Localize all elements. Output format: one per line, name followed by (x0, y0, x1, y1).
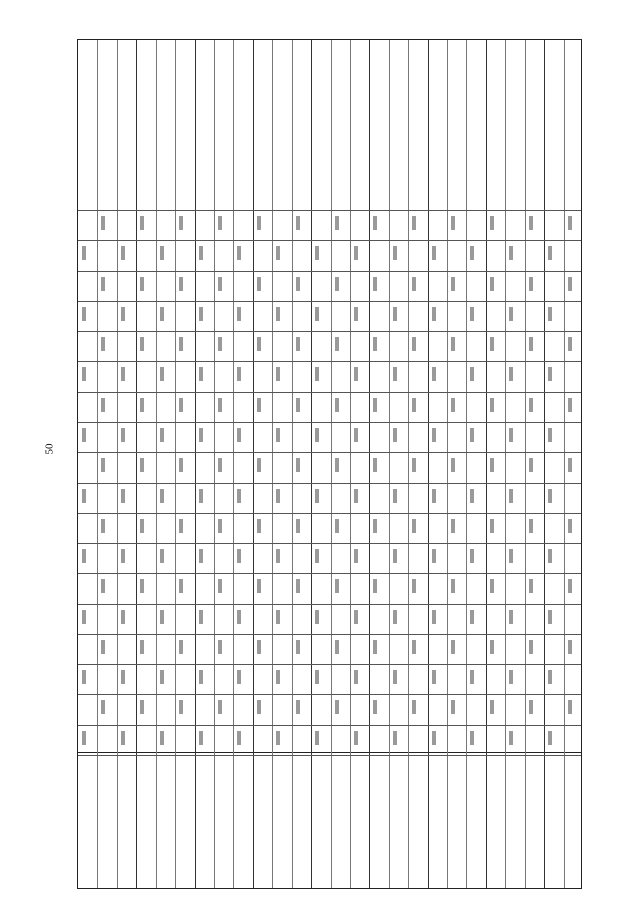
table-cell-mark (121, 367, 125, 381)
table-cell-mark (335, 277, 339, 291)
table-cell-mark (315, 489, 319, 503)
table-cell-mark (548, 428, 552, 442)
table-cell-mark (354, 489, 358, 503)
table-cell-mark (237, 731, 241, 745)
table-column-rule (136, 40, 137, 888)
table-cell-mark (490, 700, 494, 714)
table-column-rule (175, 40, 176, 888)
table-column-rule (525, 40, 526, 888)
table-row-rule (78, 573, 581, 574)
table-cell-mark (354, 246, 358, 260)
table-cell-mark (432, 246, 436, 260)
table-cell-mark (199, 246, 203, 260)
table-cell-mark (432, 670, 436, 684)
table-cell-mark (548, 246, 552, 260)
table-cell-mark (509, 307, 513, 321)
table-cell-mark (101, 579, 105, 593)
table-cell-mark (315, 246, 319, 260)
table-cell-mark (101, 458, 105, 472)
table-cell-mark (160, 307, 164, 321)
table-cell-mark (548, 489, 552, 503)
table-cell-mark (296, 216, 300, 230)
table-cell-mark (218, 458, 222, 472)
table-cell-mark (335, 700, 339, 714)
table-cell-mark (179, 579, 183, 593)
table-cell-mark (470, 670, 474, 684)
table-cell-mark (218, 640, 222, 654)
table-cell-mark (276, 670, 280, 684)
table-cell-mark (393, 549, 397, 563)
table-cell-mark (568, 216, 572, 230)
table-cell-mark (199, 610, 203, 624)
table-cell-mark (470, 549, 474, 563)
table-column-rule (408, 40, 409, 888)
table-cell-mark (218, 398, 222, 412)
table-cell-mark (412, 640, 416, 654)
table-column-rule (486, 40, 487, 888)
table-cell-mark (373, 216, 377, 230)
table-cell-mark (315, 670, 319, 684)
table-cell-mark (568, 337, 572, 351)
table-cell-mark (315, 731, 319, 745)
table-cell-mark (257, 458, 261, 472)
table-cell-mark (490, 640, 494, 654)
table-cell-mark (121, 246, 125, 260)
table-cell-mark (451, 277, 455, 291)
table-cell-mark (509, 489, 513, 503)
table-cell-mark (529, 277, 533, 291)
table-column-rule (292, 40, 293, 888)
table-row-rule (78, 513, 581, 514)
table-column-rule (369, 40, 370, 888)
table-cell-mark (218, 277, 222, 291)
table-cell-mark (393, 489, 397, 503)
table-cell-mark (140, 337, 144, 351)
table-cell-mark (432, 428, 436, 442)
table-cell-mark (218, 216, 222, 230)
table-cell-mark (335, 640, 339, 654)
table-cell-mark (199, 549, 203, 563)
table-cell-mark (218, 700, 222, 714)
table-cell-mark (276, 367, 280, 381)
table-cell-mark (237, 428, 241, 442)
table-cell-mark (179, 277, 183, 291)
table-row-rule (78, 483, 581, 484)
table-cell-mark (218, 579, 222, 593)
table-cell-mark (373, 579, 377, 593)
table-cell-mark (490, 398, 494, 412)
table-cell-mark (276, 610, 280, 624)
table-cell-mark (354, 610, 358, 624)
table-column-rule (272, 40, 273, 888)
table-cell-mark (237, 246, 241, 260)
table-cell-mark (276, 428, 280, 442)
table-cell-mark (373, 458, 377, 472)
table-cell-mark (179, 398, 183, 412)
table-cell-mark (432, 731, 436, 745)
table-cell-mark (179, 640, 183, 654)
table-row-rule (78, 634, 581, 635)
table-cell-mark (529, 579, 533, 593)
table-cell-mark (296, 398, 300, 412)
table-cell-mark (199, 428, 203, 442)
table-cell-mark (412, 337, 416, 351)
table-cell-mark (568, 398, 572, 412)
table-cell-mark (179, 458, 183, 472)
table-cell-mark (121, 610, 125, 624)
table-cell-mark (490, 216, 494, 230)
table-cell-mark (412, 398, 416, 412)
table-cell-mark (237, 610, 241, 624)
table-cell-mark (548, 610, 552, 624)
table-cell-mark (257, 216, 261, 230)
table-cell-mark (529, 519, 533, 533)
table-column-rule (311, 40, 312, 888)
table-cell-mark (373, 519, 377, 533)
table-cell-mark (470, 489, 474, 503)
table-cell-mark (548, 549, 552, 563)
table-cell-mark (218, 337, 222, 351)
table-cell-mark (412, 458, 416, 472)
table-cell-mark (237, 549, 241, 563)
table-cell-mark (490, 277, 494, 291)
table-cell-mark (354, 549, 358, 563)
table-cell-mark (199, 489, 203, 503)
table-cell-mark (529, 398, 533, 412)
table-cell-mark (179, 216, 183, 230)
table-cell-mark (160, 610, 164, 624)
table-cell-mark (140, 579, 144, 593)
table-cell-mark (490, 579, 494, 593)
table-cell-mark (432, 367, 436, 381)
table-row-rule (78, 240, 581, 241)
table-cell-mark (451, 216, 455, 230)
table-cell-mark (393, 428, 397, 442)
table-row-rule (78, 452, 581, 453)
table-row-rule (78, 755, 581, 756)
table-cell-mark (179, 519, 183, 533)
table-cell-mark (412, 579, 416, 593)
table-cell-mark (335, 398, 339, 412)
table-cell-mark (470, 610, 474, 624)
table-column-rule (214, 40, 215, 888)
table-cell-mark (257, 337, 261, 351)
table-cell-mark (296, 700, 300, 714)
table-cell-mark (354, 307, 358, 321)
table-column-rule (97, 40, 98, 888)
table-cell-mark (529, 337, 533, 351)
table-cell-mark (199, 670, 203, 684)
table-cell-mark (568, 277, 572, 291)
table-cell-mark (548, 307, 552, 321)
table-cell-mark (257, 398, 261, 412)
table-cell-mark (101, 700, 105, 714)
table-cell-mark (335, 519, 339, 533)
table-cell-mark (296, 277, 300, 291)
table-column-rule (233, 40, 234, 888)
table-cell-mark (354, 428, 358, 442)
table-cell-mark (160, 549, 164, 563)
table-cell-mark (432, 489, 436, 503)
table-cell-mark (82, 670, 86, 684)
table-cell-mark (82, 549, 86, 563)
table-cell-mark (199, 307, 203, 321)
table-cell-mark (276, 246, 280, 260)
table-cell-mark (509, 670, 513, 684)
table-column-rule (505, 40, 506, 888)
table-cell-mark (393, 307, 397, 321)
table-cell-mark (451, 337, 455, 351)
table-cell-mark (412, 700, 416, 714)
table-cell-mark (140, 398, 144, 412)
table-cell-mark (509, 246, 513, 260)
table-cell-mark (237, 307, 241, 321)
table-row-rule (78, 392, 581, 393)
table-cell-mark (82, 610, 86, 624)
table-column-rule (564, 40, 565, 888)
table-cell-mark (160, 428, 164, 442)
table-cell-mark (509, 367, 513, 381)
table-cell-mark (470, 246, 474, 260)
table-cell-mark (160, 367, 164, 381)
table-cell-mark (315, 307, 319, 321)
table-cell-mark (354, 670, 358, 684)
table-cell-mark (101, 216, 105, 230)
table-cell-mark (82, 246, 86, 260)
table-cell-mark (276, 489, 280, 503)
table-cell-mark (315, 549, 319, 563)
table-column-rule (466, 40, 467, 888)
table-cell-mark (568, 579, 572, 593)
table-column-rule (389, 40, 390, 888)
table-cell-mark (393, 367, 397, 381)
table-cell-mark (121, 489, 125, 503)
table-row-rule (78, 694, 581, 695)
page-number: 50 (43, 443, 56, 455)
table-cell-mark (432, 610, 436, 624)
table-cell-mark (140, 458, 144, 472)
table-row-rule (78, 331, 581, 332)
table-cell-mark (121, 428, 125, 442)
table-row-rule (78, 301, 581, 302)
table-row-rule (78, 422, 581, 423)
table-cell-mark (470, 731, 474, 745)
table-cell-mark (393, 670, 397, 684)
table-cell-mark (529, 640, 533, 654)
table-column-rule (331, 40, 332, 888)
table-cell-mark (373, 277, 377, 291)
table-cell-mark (199, 367, 203, 381)
table-cell-mark (140, 700, 144, 714)
table-cell-mark (548, 670, 552, 684)
table-cell-mark (121, 731, 125, 745)
table-cell-mark (121, 670, 125, 684)
table-cell-mark (121, 307, 125, 321)
table-column-rule (544, 40, 545, 888)
table-cell-mark (568, 519, 572, 533)
table-cell-mark (257, 640, 261, 654)
table-cell-mark (568, 458, 572, 472)
table-cell-mark (432, 549, 436, 563)
table-cell-mark (121, 549, 125, 563)
table-cell-mark (257, 277, 261, 291)
table-column-rule (195, 40, 196, 888)
table-cell-mark (140, 519, 144, 533)
table-cell-mark (354, 731, 358, 745)
table-cell-mark (101, 519, 105, 533)
table-cell-mark (568, 700, 572, 714)
table-cell-mark (160, 246, 164, 260)
table-column-rule (350, 40, 351, 888)
table-cell-mark (335, 216, 339, 230)
table-cell-mark (373, 398, 377, 412)
table-cell-mark (529, 216, 533, 230)
table-cell-mark (296, 458, 300, 472)
table-cell-mark (82, 367, 86, 381)
table-cell-mark (237, 367, 241, 381)
table-cell-mark (509, 610, 513, 624)
table-cell-mark (315, 367, 319, 381)
table-cell-mark (490, 519, 494, 533)
table-cell-mark (529, 700, 533, 714)
table-cell-mark (160, 489, 164, 503)
table-row-rule (78, 210, 581, 211)
table-cell-mark (509, 731, 513, 745)
table-cell-mark (296, 337, 300, 351)
table-cell-mark (451, 519, 455, 533)
table-cell-mark (257, 519, 261, 533)
table-cell-mark (237, 489, 241, 503)
table-row-rule (78, 271, 581, 272)
table-column-rule (428, 40, 429, 888)
table-cell-mark (509, 428, 513, 442)
table-cell-mark (140, 216, 144, 230)
table-cell-mark (315, 610, 319, 624)
table-cell-mark (335, 579, 339, 593)
table-cell-mark (257, 579, 261, 593)
table-cell-mark (82, 489, 86, 503)
table-cell-mark (548, 367, 552, 381)
table-cell-mark (179, 700, 183, 714)
table-cell-mark (451, 579, 455, 593)
table-column-rule (447, 40, 448, 888)
table-cell-mark (373, 640, 377, 654)
table-cell-mark (296, 579, 300, 593)
table-cell-mark (432, 307, 436, 321)
table-cell-mark (451, 458, 455, 472)
table-cell-mark (82, 428, 86, 442)
table-cell-mark (470, 307, 474, 321)
table-cell-mark (412, 519, 416, 533)
table-cell-mark (101, 337, 105, 351)
table-cell-mark (412, 277, 416, 291)
table-row-rule (78, 725, 581, 726)
table-cell-mark (101, 277, 105, 291)
table-cell-mark (160, 731, 164, 745)
table-cell-mark (276, 307, 280, 321)
table-cell-mark (296, 519, 300, 533)
table-cell-mark (276, 549, 280, 563)
table-column-rule (156, 40, 157, 888)
table-cell-mark (354, 367, 358, 381)
table-cell-mark (470, 428, 474, 442)
table-cell-mark (393, 610, 397, 624)
table-cell-mark (490, 458, 494, 472)
table-cell-mark (470, 367, 474, 381)
table-cell-mark (393, 731, 397, 745)
table-cell-mark (451, 700, 455, 714)
table-column-rule (253, 40, 254, 888)
table-cell-mark (101, 398, 105, 412)
table-cell-mark (548, 731, 552, 745)
table-cell-mark (140, 277, 144, 291)
table-cell-mark (373, 700, 377, 714)
table-cell-mark (82, 731, 86, 745)
rotated-data-table (77, 39, 582, 889)
table-cell-mark (412, 216, 416, 230)
table-cell-mark (218, 519, 222, 533)
table-cell-mark (179, 337, 183, 351)
table-cell-mark (82, 307, 86, 321)
table-row-rule (78, 543, 581, 544)
table-row-rule (78, 664, 581, 665)
table-cell-mark (335, 337, 339, 351)
table-cell-mark (296, 640, 300, 654)
table-cell-mark (451, 398, 455, 412)
table-cell-mark (257, 700, 261, 714)
table-cell-mark (315, 428, 319, 442)
table-cell-mark (101, 640, 105, 654)
table-cell-mark (373, 337, 377, 351)
table-row-rule (78, 604, 581, 605)
table-cell-mark (568, 640, 572, 654)
table-cell-mark (335, 458, 339, 472)
table-cell-mark (276, 731, 280, 745)
table-column-rule (117, 40, 118, 888)
table-cell-mark (509, 549, 513, 563)
table-cell-mark (199, 731, 203, 745)
table-cell-mark (490, 337, 494, 351)
table-cell-mark (529, 458, 533, 472)
table-cell-mark (451, 640, 455, 654)
table-cell-mark (393, 246, 397, 260)
table-cell-mark (140, 640, 144, 654)
table-cell-mark (160, 670, 164, 684)
table-cell-mark (237, 670, 241, 684)
table-row-rule (78, 361, 581, 362)
